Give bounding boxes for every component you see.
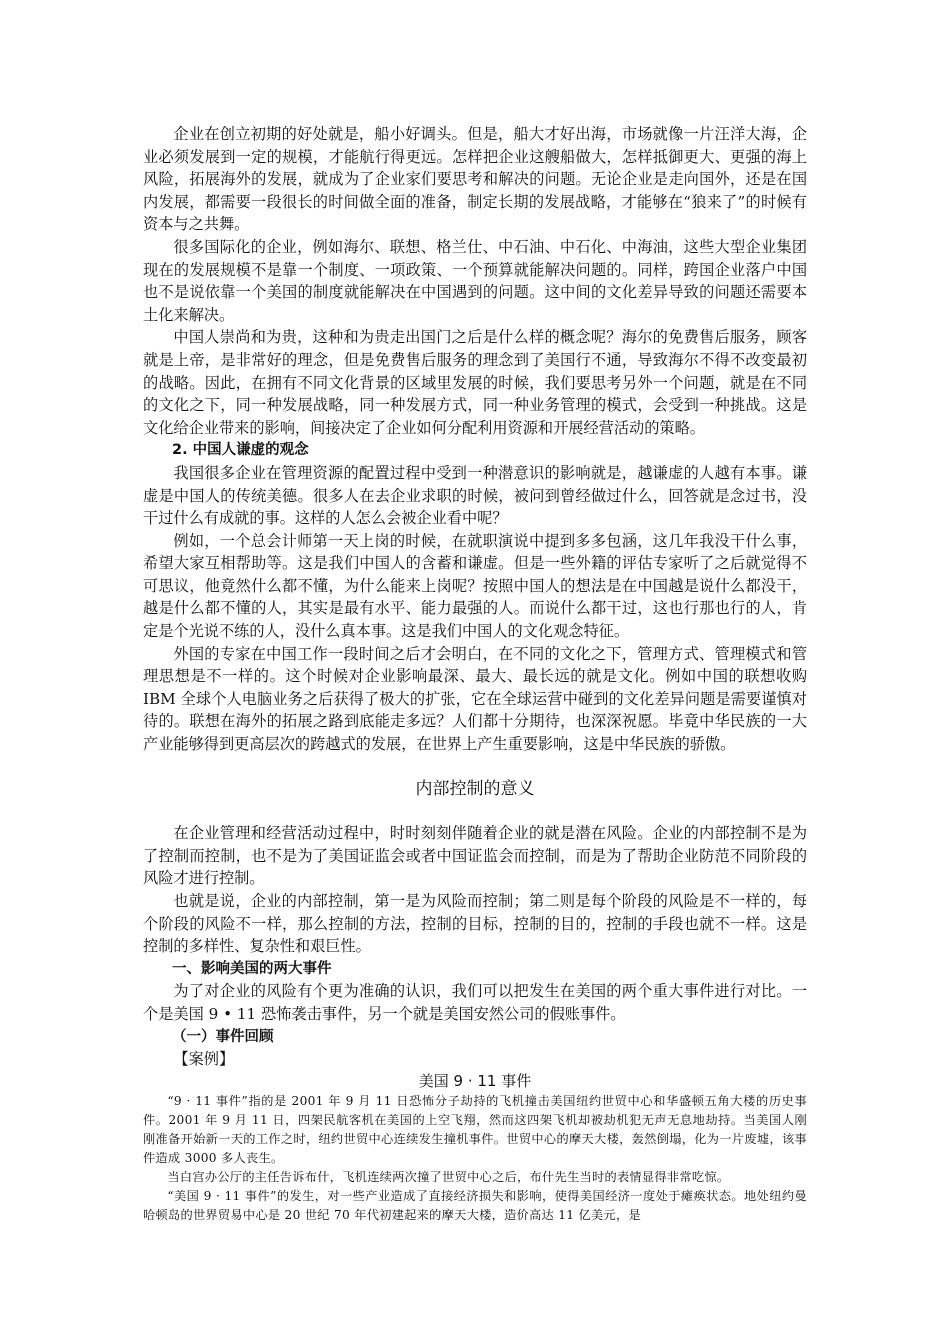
heading-two-major-events: 一、影响美国的两大事件	[172, 960, 332, 977]
paragraph: 我国很多企业在管理资源的配置过程中受到一种潜意识的影响就是，越谦虚的人越有本事。谦虚是中国人的传统美德。很多人在去企业求职的时候，被问到曾经做过什么，回答就是念过书，没干过什么有成就的事。这样的人怎么会被企业看中呢？	[143, 463, 807, 528]
heading-chinese-humility: 2. 中国人谦虚的观念	[172, 442, 309, 459]
paragraph: 在企业管理和经营活动过程中，时时刻刻伴随着企业的就是潜在风险。企业的内部控制不是为了控制而控制，也不是为了美国证监会或者中国证监会而控制，而是为了帮助企业防范不同阶段的风险才进行控制。	[143, 824, 807, 888]
paragraph: 外国的专家在中国工作一段时间之后才会明白，在不同的文化之下，管理方式、管理模式和管理思想是不一样的。这个时候对企业影响最深、最大、最长远的就是文化。例如中国的联想收购 IBM 全球个人电脑业务之后获得了极大的扩张，它在全球运营中碰到的文化差异问题是需要谨慎对待的。联想在海外的拓展之路到底能走多远？人们都十分期待，也深深祝愿。毕竟中华民族的一大产业能够得到更高层次的跨越式的发展，在世界上产生重要影响，这是中华民族的骄傲。	[143, 644, 807, 754]
paragraph: 中国人崇尚和为贵，这种和为贵走出国门之后是什么样的概念呢？海尔的免费售后服务，顾客就是上帝，是非常好的理念，但是免费售后服务的理念到了美国行不通，导致海尔不得不改变最初的战略。因此，在拥有不同文化背景的区域里发展的时候，我们要思考另外一个问题，就是在不同的文化之下，同一种发展战略，同一种发展方式，同一种业务管理的模式，会受到一种挑战。这是文化给企业带来的影响，间接决定了企业如何分配利用资源和开展经营活动的策略。	[143, 328, 807, 437]
paragraph: 很多国际化的企业，例如海尔、联想、格兰仕、中石油、中石化、中海油，这些大型企业集团现在的发展规模不是靠一个制度、一项政策、一个预算就能解决问题的。同样，跨国企业落户中国也不是说依靠一个美国的制度就能解决在中国遇到的问题。这中间的文化差异导致的问题还需要本土化来解决。	[143, 237, 807, 324]
paragraph: 为了对企业的风险有个更为准确的认识，我们可以把发生在美国的两个重大事件进行对比。一个是美国 9 • 11 恐怖袭击事件，另一个就是美国安然公司的假账事件。	[143, 982, 807, 1023]
case-body	[143, 1092, 807, 1225]
paragraph: 企业在创立初期的好处就是，船小好调头。但是，船大才好出海，市场就像一片汪洋大海，企业必须发展到一定的规模，才能航行得更远。怎样把企业这艘船做大，怎样抵御更大、更强的海上风险，拓展海外的发展，就成为了企业家们要思考和解决的问题。无论企业是走向国外，还是在国内发展，都需要一段很长的时间做全面的准备，制定长期的发展战略，才能够在“狼来了”的时候有资本与之共舞。	[143, 125, 807, 234]
case-paragraph: “9 · 11 事件”指的是 2001 年 9 月 11 日恐怖分子劫持的飞机撞击美国纽约世贸中心和华盛顿五角大楼的历史事件。2001 年 9 月 11 日，四架民航客机在美国的上空飞翔，然而这四架飞机却被劫机犯无声无息地劫持。当美国人刚刚准备开始新一天的工作之时，纽约世贸中心连续发生撞机事件。世贸中心的摩天大楼，轰然倒塌，化为一片废墟，该事件造成 3000 多人丧生。	[143, 1093, 807, 1165]
case-paragraph: 当白宫办公厅的主任告诉布什，飞机连续两次撞了世贸中心之后，布什先生当时的表情显得非常吃惊。	[167, 1169, 730, 1184]
section-title: 内部控制的意义	[415, 778, 535, 799]
case-title: 美国 9 · 11 事件	[418, 1071, 532, 1090]
paragraph: 例如，一个总会计师第一天上岗的时候，在就职演说中提到多多包涵，这几年我没干什么事，希望大家互相帮助等。这是我们中国人的含蓄和谦虚。但是一些外籍的评估专家听了之后就觉得不可思议，他竟然什么都不懂，为什么能来上岗呢？按照中国人的想法是在中国越是说什么都没干，越是什么都不懂的人，其实是最有水平、能力最强的人。而说什么都干过，这也行那也行的人，肯定是个光说不练的人，没什么真本事。这是我们中国人的文化观念特征。	[143, 531, 807, 641]
paragraph: 也就是说，企业的内部控制，第一是为风险而控制；第二则是每个阶段的风险是不一样的，每个阶段的风险不一样，那么控制的方法，控制的目标，控制的目的，控制的手段也就不一样。这是控制的多样性、复杂性和艰巨性。	[143, 892, 807, 956]
case-label: 【案例】	[173, 1050, 235, 1069]
heading-event-review: （一）事件回顾	[172, 1028, 274, 1045]
document-body	[143, 123, 807, 1225]
case-paragraph: “美国 9 · 11 事件”的发生，对一些产业造成了直接经济损失和影响，使得美国经济一度处于瘫痪状态。地处纽约曼哈顿岛的世界贸易中心是 20 世纪 70 年代初建起来的摩天大楼，造价高达 11 亿美元，是	[143, 1188, 807, 1222]
